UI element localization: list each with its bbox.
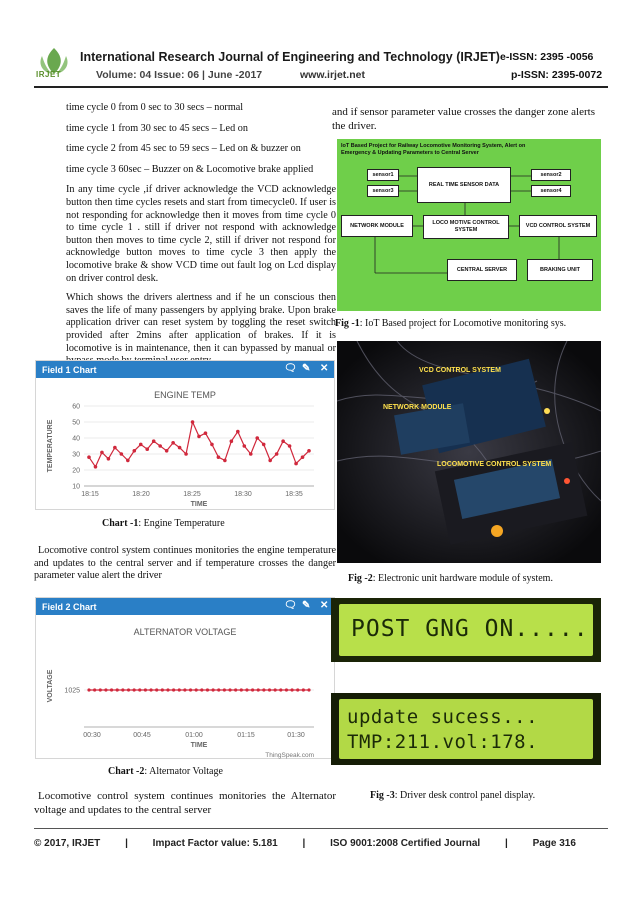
data-point	[279, 688, 282, 691]
footer-iso: ISO 9001:2008 Certified Journal	[330, 838, 481, 849]
lcd-line: update sucess...	[347, 706, 539, 728]
data-point	[262, 688, 265, 691]
chart-header	[36, 361, 334, 378]
x-tick-label: 18:15	[81, 491, 99, 498]
chart-1-caption	[102, 518, 225, 529]
close-icon[interactable]: ✕	[320, 600, 329, 611]
caption-label: Chart -1	[102, 518, 139, 529]
time-cycle-line: time cycle 3 60sec – Buzzer on & Locomotive brake applied	[66, 163, 314, 175]
data-point	[94, 465, 98, 469]
y-tick-label: 30	[72, 451, 80, 459]
braking-unit-box: BRAKING UNIT	[527, 259, 593, 281]
vcd-control-system-box: VCD CONTROL SYSTEM	[519, 215, 597, 237]
data-point	[191, 420, 195, 424]
data-point	[126, 459, 130, 463]
sensor1-box: sensor1	[367, 169, 399, 181]
data-point	[288, 444, 292, 448]
data-point	[104, 688, 107, 691]
data-point	[236, 430, 240, 434]
data-point	[152, 439, 156, 443]
caption-label: Fig -3	[370, 790, 395, 801]
sensor3-box: sensor3	[367, 185, 399, 197]
data-point	[212, 688, 215, 691]
data-point	[255, 436, 259, 440]
page-header	[0, 0, 638, 84]
edit-icon[interactable]: ✎	[302, 363, 311, 374]
y-tick-label: 60	[72, 403, 80, 411]
journal-title: International Research Journal of Engineering and Technology (IRJET)	[80, 50, 500, 64]
fig-2-caption	[348, 573, 553, 584]
loco-motive-control-box: LOCO MOTIVE CONTROL SYSTEM	[423, 215, 509, 239]
y-axis-label: TEMPERATURE	[47, 419, 54, 473]
data-point	[178, 688, 181, 691]
x-axis-label: TIME	[190, 742, 208, 749]
data-point	[230, 439, 234, 443]
data-point	[234, 688, 237, 691]
data-point	[195, 688, 198, 691]
header-divider	[34, 86, 608, 88]
volume-info: Volume: 04 Issue: 06 | June -2017	[96, 69, 263, 81]
data-point	[275, 452, 279, 456]
x-tick-label: 18:30	[234, 491, 252, 498]
data-point	[294, 462, 298, 466]
y-tick-label: 1025	[64, 687, 80, 695]
x-tick-label: 01:00	[185, 732, 203, 739]
chart-2	[35, 597, 335, 759]
hardware-illustration	[337, 341, 601, 563]
paragraph: In any time cycle ,if driver acknowledge the VCD acknowledge button then time cycles resets and start from timecycle0. If user is not responding for acknowledge then it moves from time cycle 0 to time cycle 1 . still if driver not respond with acknowledge button then moves to time cycle 2, still if driver not respond for acknowledge button moves to time cycle 3 then apply the locomotive brake & show VCD time out fault log on Lcd display on driver control desk.	[66, 184, 336, 284]
data-point	[107, 457, 111, 461]
network-module-box: NETWORK MODULE	[341, 215, 413, 237]
left-column-mid	[34, 545, 336, 590]
data-point	[290, 688, 293, 691]
data-point	[206, 688, 209, 691]
data-point	[251, 688, 254, 691]
chart-title: ALTERNATOR VOLTAGE	[133, 627, 237, 637]
data-point	[144, 688, 147, 691]
caption-label: Chart -2	[108, 766, 145, 777]
data-point	[158, 444, 162, 448]
data-point	[204, 431, 208, 435]
fig-3-caption	[370, 790, 535, 801]
data-point	[155, 688, 158, 691]
chart-header-label: Field 1 Chart	[42, 365, 97, 375]
data-point	[268, 459, 272, 463]
x-tick-label: 18:20	[132, 491, 150, 498]
data-point	[138, 688, 141, 691]
caption-text: : Electronic unit hardware module of system.	[372, 573, 553, 584]
caption-label: Fig -2	[348, 573, 373, 584]
caption-text: : Alternator Voltage	[144, 766, 223, 777]
paragraph: Locomotive control system continues monitories the engine temperature and updates to the central server and if temperature crosses the danger parameter value alert the driver	[34, 545, 336, 582]
chart-title: ENGINE TEMP	[154, 390, 216, 400]
x-tick-label: 18:35	[285, 491, 303, 498]
pissn: p-ISSN: 2395-0072	[511, 69, 603, 81]
data-point	[228, 688, 231, 691]
data-point	[223, 688, 226, 691]
paragraph: and if sensor parameter value crosses the danger zone alerts the driver.	[332, 106, 595, 132]
time-cycle-line: time cycle 0 from 0 sec to 30 secs – normal	[66, 102, 244, 113]
data-point	[171, 441, 175, 445]
data-point	[145, 447, 149, 451]
data-point	[178, 446, 182, 450]
x-tick-label: 00:45	[133, 732, 151, 739]
data-point	[200, 688, 203, 691]
diagram-title: IoT Based Project for Railway Locomotive Monitoring System, Alert on Emergency & Updating Parameters to Central Server	[341, 143, 526, 156]
footer-sep: |	[125, 838, 128, 849]
hardware-photo	[337, 341, 601, 563]
footer-page: Page 316	[532, 838, 576, 849]
y-tick-label: 50	[72, 419, 80, 427]
data-point	[113, 446, 117, 450]
data-point	[257, 688, 260, 691]
data-point	[249, 452, 253, 456]
data-point	[274, 688, 277, 691]
logo-text: IRJET	[36, 70, 62, 79]
footer-impact: Impact Factor value: 5.181	[152, 838, 278, 849]
data-point	[245, 688, 248, 691]
chart-2-caption	[108, 766, 223, 777]
fig-1-caption	[335, 318, 566, 329]
block-diagram	[337, 139, 601, 311]
data-point	[197, 435, 201, 439]
sensor4-box: sensor4	[531, 185, 571, 197]
thingspeak-credit: ThingSpeak.com	[265, 752, 314, 759]
chart-1	[35, 360, 335, 510]
data-point	[307, 688, 310, 691]
data-point	[172, 688, 175, 691]
data-point	[223, 459, 227, 463]
series-line	[89, 422, 309, 467]
engine-temp-plot	[36, 378, 334, 510]
data-point	[281, 439, 285, 443]
data-point	[116, 688, 119, 691]
data-point	[285, 688, 288, 691]
data-point	[133, 688, 136, 691]
data-point	[210, 443, 214, 447]
comment-icon[interactable]: 🗨	[284, 363, 297, 374]
data-point	[166, 688, 169, 691]
eissn: e-ISSN: 2395 -0056	[500, 51, 594, 63]
x-tick-label: 00:30	[83, 732, 101, 739]
close-icon[interactable]: ✕	[320, 363, 329, 374]
left-column-top	[66, 102, 336, 375]
data-point	[121, 688, 124, 691]
data-point	[99, 688, 102, 691]
footer-copyright: © 2017, IRJET	[34, 838, 101, 849]
data-point	[120, 452, 124, 456]
chart-header	[36, 598, 334, 615]
data-point	[262, 443, 266, 447]
data-point	[139, 443, 143, 447]
time-cycle-line: time cycle 2 from 45 sec to 59 secs – Led on & buzzer on	[66, 143, 301, 155]
lcd-line: POST GNG ON.....	[351, 616, 589, 642]
photo-label-vcd: VCD CONTROL SYSTEM	[419, 367, 501, 374]
photo-label-network: NETWORK MODULE	[383, 404, 452, 411]
central-server-box: CENTRAL SERVER	[447, 259, 517, 281]
time-cycle-line: time cycle 1 from 30 sec to 45 secs – Led on	[66, 122, 248, 134]
data-point	[242, 444, 246, 448]
sensor2-box: sensor2	[531, 169, 571, 181]
data-point	[165, 449, 169, 453]
alternator-voltage-plot	[36, 615, 334, 759]
edit-icon[interactable]: ✎	[302, 600, 311, 611]
data-point	[161, 688, 164, 691]
real-time-sensor-data-box: REAL TIME SENSOR DATA	[417, 167, 511, 203]
footer-sep: |	[302, 838, 306, 849]
caption-text: : IoT Based project for Locomotive monitoring sys.	[359, 318, 567, 329]
data-point	[87, 455, 91, 459]
caption-text: : Engine Temperature	[138, 518, 225, 529]
chart-header-label: Field 2 Chart	[42, 602, 97, 612]
caption-label: Fig -1	[335, 318, 360, 329]
lcd-line: TMP:211.vol:178.	[347, 731, 539, 753]
data-point	[217, 688, 220, 691]
y-tick-label: 40	[72, 435, 80, 443]
x-tick-label: 01:15	[237, 732, 255, 739]
comment-icon[interactable]: 🗨	[284, 600, 297, 611]
x-tick-label: 18:25	[183, 491, 201, 498]
lcd-display-2	[331, 693, 601, 765]
data-point	[132, 449, 136, 453]
photo-label-loco: LOCOMOTIVE CONTROL SYSTEM	[437, 461, 552, 468]
data-point	[100, 451, 104, 455]
data-point	[307, 449, 311, 453]
data-point	[93, 688, 96, 691]
y-tick-label: 10	[72, 483, 80, 491]
data-point	[268, 688, 271, 691]
paragraph: Which shows the drivers alertness and if he un conscious then saves the life of many passengers by applying brake. Upon brake application driver can reset system by toggling the reset switch provided after 2mins after application of brakes. If it is locomotive is in maintenance, then it can bypassed by manual or	[66, 292, 336, 354]
footer-divider	[34, 828, 608, 829]
data-point	[127, 688, 130, 691]
data-point	[183, 688, 186, 691]
x-axis-label: TIME	[190, 501, 208, 508]
right-column-top	[332, 106, 605, 140]
y-axis-label: VOLTAGE	[47, 669, 54, 703]
journal-url[interactable]: www.irjet.net	[300, 69, 365, 81]
data-point	[184, 452, 188, 456]
x-tick-label: 01:30	[287, 732, 305, 739]
data-point	[301, 455, 305, 459]
data-point	[149, 688, 152, 691]
data-point	[110, 688, 113, 691]
data-point	[302, 688, 305, 691]
y-tick-label: 20	[72, 467, 80, 475]
lcd-display-1	[331, 598, 601, 662]
footer-sep: |	[504, 838, 508, 849]
data-point	[87, 688, 90, 691]
data-point	[189, 688, 192, 691]
paragraph: Locomotive control system continues monitories the Alternator voltage and updates to the central server	[34, 790, 336, 816]
caption-text: : Driver desk control panel display.	[394, 790, 536, 801]
page-footer	[34, 838, 576, 849]
left-column-bottom	[34, 790, 336, 824]
data-point	[296, 688, 299, 691]
data-point	[217, 455, 221, 459]
data-point	[240, 688, 243, 691]
